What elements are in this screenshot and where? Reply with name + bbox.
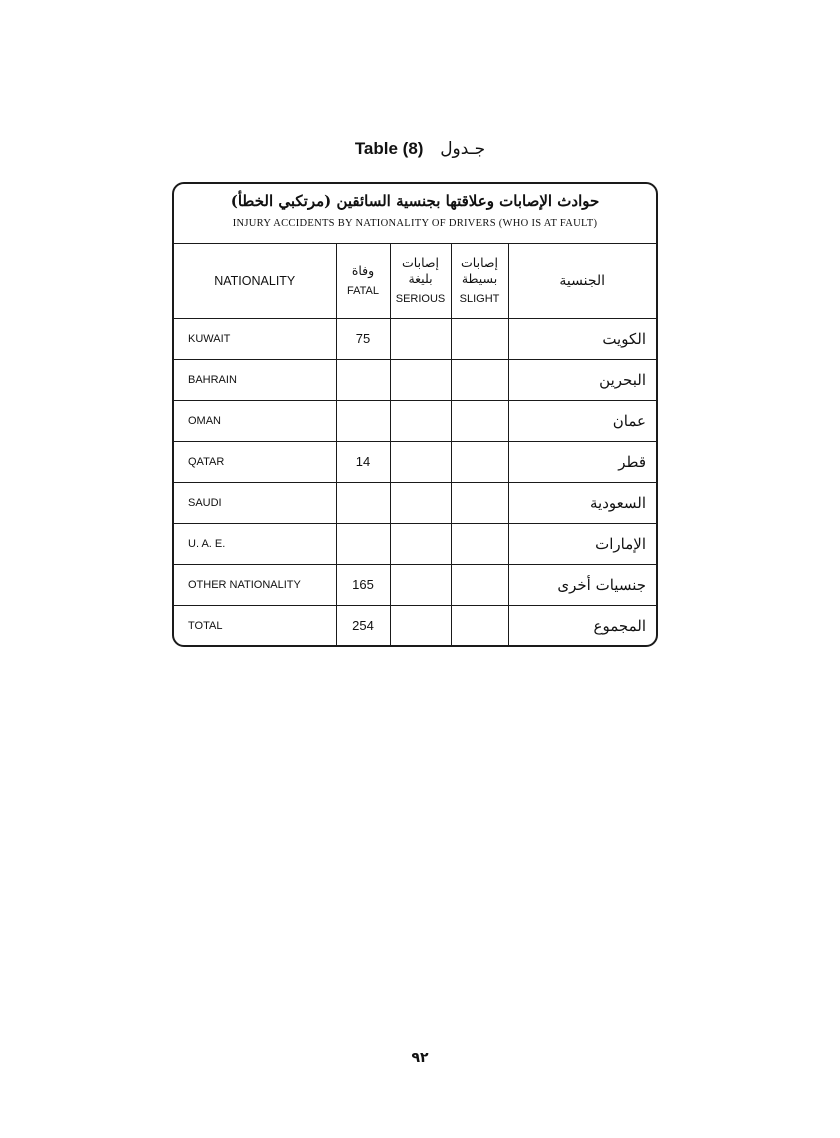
row-serious bbox=[390, 523, 451, 564]
row-fatal bbox=[336, 482, 390, 523]
row-nationality-ar: السعودية bbox=[508, 482, 656, 523]
injury-table bbox=[174, 244, 656, 646]
row-nationality-en: TOTAL bbox=[174, 605, 336, 646]
row-fatal: 254 bbox=[336, 605, 390, 646]
row-serious bbox=[390, 441, 451, 482]
header-fatal bbox=[336, 244, 390, 318]
row-fatal: 14 bbox=[336, 441, 390, 482]
table-header-row bbox=[174, 244, 656, 318]
table-row bbox=[174, 523, 656, 564]
row-fatal bbox=[336, 359, 390, 400]
table-row bbox=[174, 400, 656, 441]
row-serious bbox=[390, 482, 451, 523]
row-nationality-en: BAHRAIN bbox=[174, 359, 336, 400]
header-serious-en: SERIOUS bbox=[395, 292, 446, 305]
row-nationality-en: U. A. E. bbox=[174, 523, 336, 564]
header-serious-ar-1: إصابات bbox=[402, 254, 439, 270]
row-slight bbox=[451, 523, 508, 564]
header-nationality-ar: الجنسية bbox=[508, 244, 656, 318]
row-fatal bbox=[336, 523, 390, 564]
row-nationality-ar: جنسيات أخرى bbox=[508, 564, 656, 605]
row-serious bbox=[390, 605, 451, 646]
table-row bbox=[174, 482, 656, 523]
table-heading-en: Table (8) bbox=[354, 139, 424, 158]
header-fatal-en: FATAL bbox=[347, 284, 379, 297]
row-fatal: 75 bbox=[336, 318, 390, 359]
header-slight bbox=[451, 244, 508, 318]
row-serious bbox=[390, 359, 451, 400]
row-nationality-en: OTHER NATIONALITY bbox=[174, 564, 336, 605]
header-slight-ar-2: بسيطة bbox=[461, 270, 498, 286]
row-fatal bbox=[336, 400, 390, 441]
table-title-block bbox=[174, 184, 656, 244]
header-fatal-ar: وفاة bbox=[351, 262, 375, 278]
row-nationality-en: SAUDI bbox=[174, 482, 336, 523]
row-nationality-ar: الكويت bbox=[508, 318, 656, 359]
table-frame bbox=[172, 182, 658, 647]
page-number: ٩٢ bbox=[411, 1050, 429, 1066]
row-nationality-ar: المجموع bbox=[508, 605, 656, 646]
row-nationality-en: OMAN bbox=[174, 400, 336, 441]
row-nationality-ar: الإمارات bbox=[508, 523, 656, 564]
table-row bbox=[174, 318, 656, 359]
row-nationality-en: KUWAIT bbox=[174, 318, 336, 359]
table-row bbox=[174, 564, 656, 605]
row-fatal: 165 bbox=[336, 564, 390, 605]
header-serious bbox=[390, 244, 451, 318]
row-slight bbox=[451, 482, 508, 523]
header-nationality-en: NATIONALITY bbox=[214, 273, 296, 288]
row-nationality-ar: عمان bbox=[508, 400, 656, 441]
row-slight bbox=[451, 441, 508, 482]
header-serious-ar-2: بليغة bbox=[408, 270, 433, 286]
row-serious bbox=[390, 400, 451, 441]
table-row bbox=[174, 359, 656, 400]
header-slight-en: SLIGHT bbox=[459, 292, 500, 305]
table-heading-ar: جـدول bbox=[440, 139, 486, 159]
row-slight bbox=[451, 318, 508, 359]
row-nationality-ar: البحرين bbox=[508, 359, 656, 400]
row-serious bbox=[390, 564, 451, 605]
row-serious bbox=[390, 318, 451, 359]
row-slight bbox=[451, 564, 508, 605]
row-slight bbox=[451, 400, 508, 441]
row-nationality-ar: قطر bbox=[508, 441, 656, 482]
row-slight bbox=[451, 605, 508, 646]
table-heading bbox=[0, 139, 840, 159]
table-row bbox=[174, 605, 656, 646]
header-slight-ar-1: إصابات bbox=[461, 254, 498, 270]
row-nationality-en: QATAR bbox=[174, 441, 336, 482]
table-title-ar: حوادث الإصابات وعلاقتها بجنسية السائقين (مرتكبي الخطأ) bbox=[230, 192, 600, 210]
table-row bbox=[174, 441, 656, 482]
table-title-en: INJURY ACCIDENTS BY NATIONALITY OF DRIVERS (WHO IS AT FAULT) bbox=[232, 218, 598, 229]
row-slight bbox=[451, 359, 508, 400]
